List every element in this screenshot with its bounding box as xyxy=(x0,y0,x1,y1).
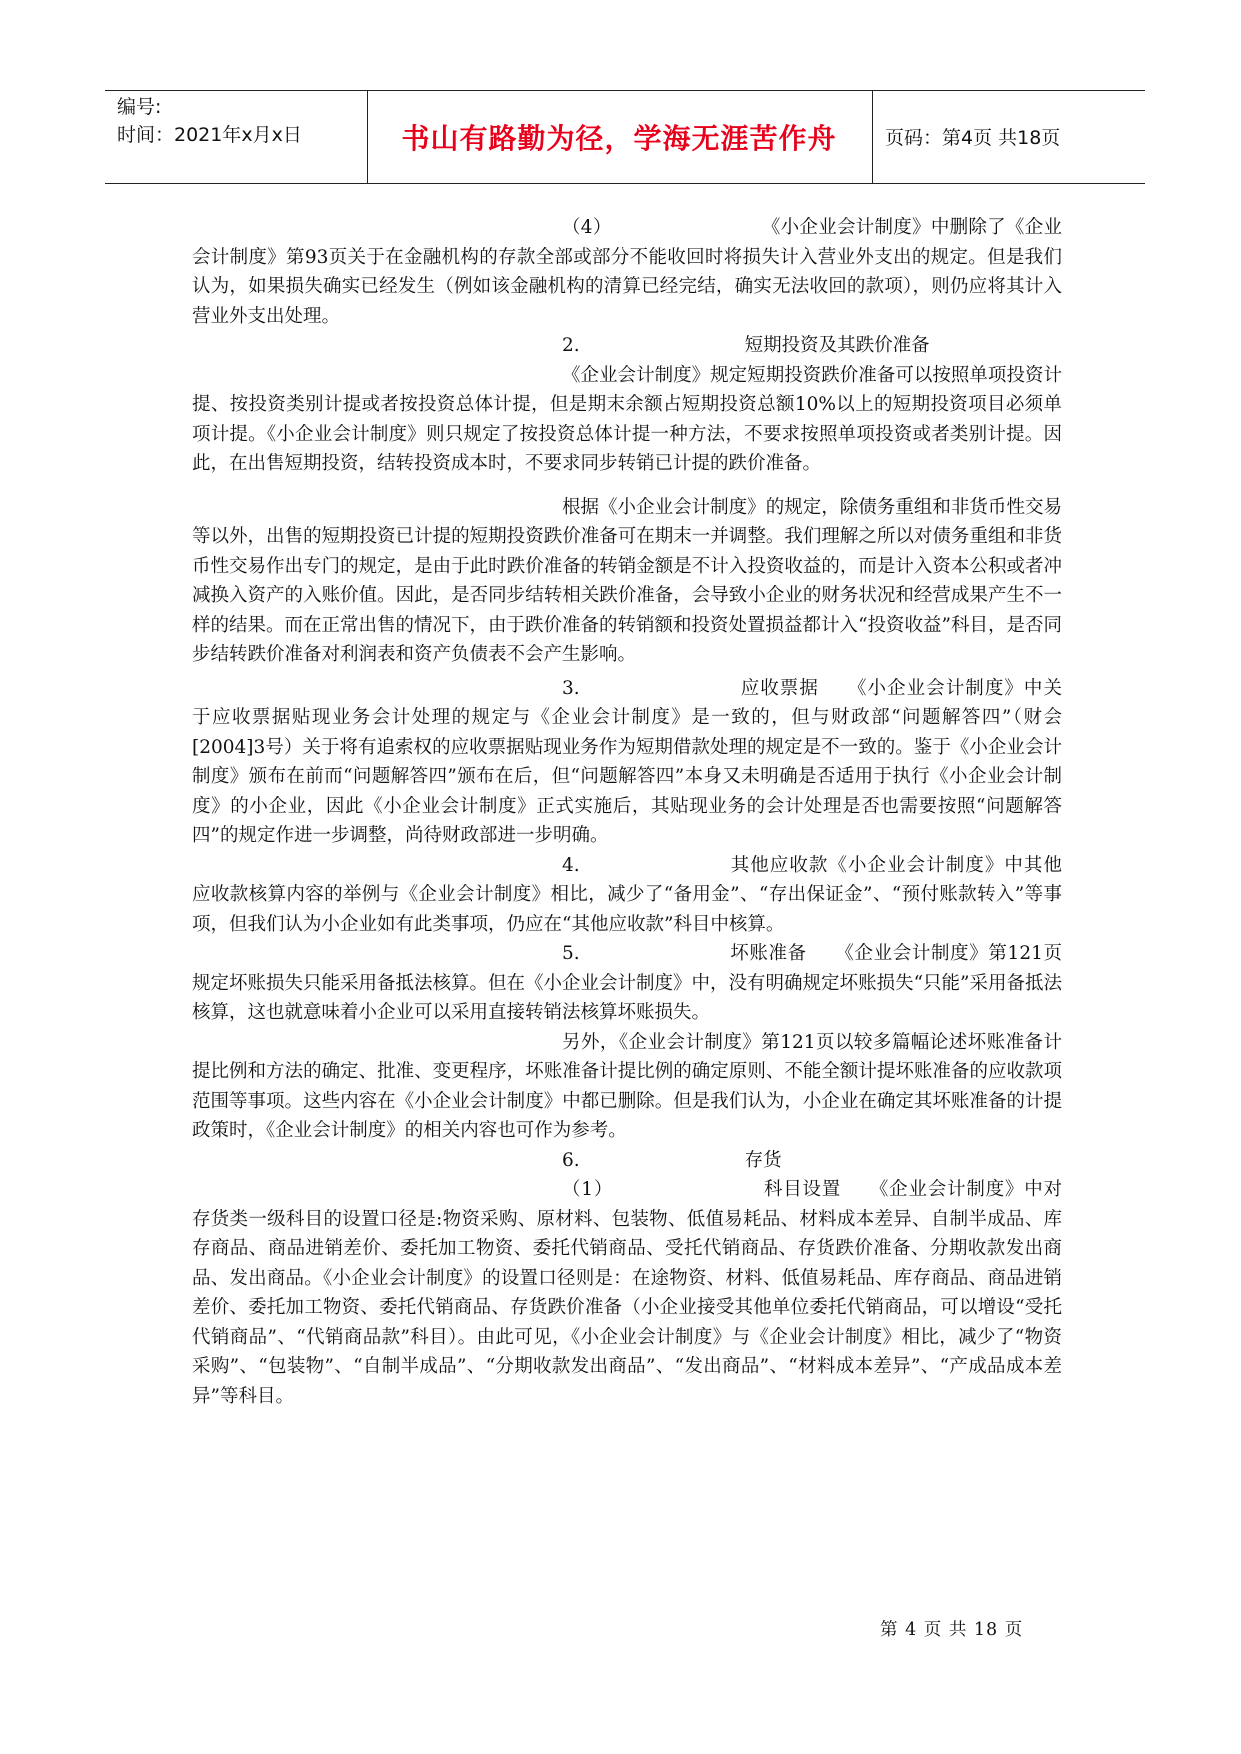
header-divider-left xyxy=(367,91,368,183)
paragraph-text: 《小企业会计制度》中删除了《企业会计制度》第93页关于在金融机构的存款全部或部分不能收回时将损失计入营业外支出的规定。但是我们认为，如果损失确实已经发生（例如该金融机构的清算已经完结，确实无法收回的款项），则仍应将其计入营业外支出处理。 xyxy=(192,217,1062,327)
header-motto: 书山有路勤为径，学海无涯苦作舟 xyxy=(401,122,837,155)
section-title: 坏账准备 xyxy=(729,943,807,964)
document-time-label: 时间：2021年x月x日 xyxy=(117,124,302,146)
section-number: 3. xyxy=(562,677,580,699)
paragraph-4-1 xyxy=(192,213,1062,331)
section-title: 其他应收款 xyxy=(729,854,829,876)
section-title: 存货 xyxy=(744,1149,782,1171)
document-number-label: 编号: xyxy=(117,96,162,118)
section-number: 6. xyxy=(562,1149,580,1171)
paragraph-text: 《小企业会计制度》中关于应收票据贴现业务会计处理的规定与《企业会计制度》是一致的，但与财政部“问题解答四”（财会[2004]3号）关于将有追索权的应收票据贴现业务作为短期借款处理的规定是不一致的。鉴于《小企业会计制度》颁布在前而“问题解答四”颁布在后，但“问题解答四”本身又未明确是否适用于执行《小企业会计制度》的小企业，因此《小企业会计制度》正式实施后，其贴现业务的会计处理是否也需要按照“问题解答四”的规定作进一步调整，尚待财政部进一步明确。 xyxy=(192,677,1062,846)
paragraph-5 xyxy=(192,939,1062,1028)
section-title: 科目设置 xyxy=(763,1179,842,1200)
section-heading-6 xyxy=(192,1146,1062,1176)
section-number: 5. xyxy=(562,943,580,964)
item-number: （4） xyxy=(562,217,612,238)
page-footer: 第 4 页 共 18 页 xyxy=(880,1620,1024,1640)
section-number: 2. xyxy=(562,335,580,356)
header-meta xyxy=(117,93,367,149)
paragraph-2b: 根据《小企业会计制度》的规定，除债务重组和非货币性交易等以外，出售的短期投资已计提的短期投资跌价准备可在期末一并调整。我们理解之所以对债务重组和非货币性交易作出专门的规定，是由于此时跌价准备的转销金额是不计入投资收益的，而是计入资本公积或者冲减换入资产的入账价值。因此，是否同步结转相关跌价准备，会导致小企业的财务状况和经营成果产生不一样的结果。而在正常出售的情况下，由于跌价准备的转销额和投资处置损益都计入“投资收益”科目，是否同步结转跌价准备对利润表和资产负债表不会产生影响。 xyxy=(192,496,1062,665)
document-body xyxy=(192,213,1062,1411)
section-title: 应收票据 xyxy=(739,677,819,699)
paragraph-text: 《企业会计制度》中对存货类一级科目的设置口径是:物资采购、原材料、包装物、低值易耗品、材料成本差异、自制半成品、库存商品、商品进销差价、委托加工物资、委托代销商品、受托代销商品、存货跌价准备、分期收款发出商品、发出商品。《小企业会计制度》的设置口径则是：在途物资、材料、低值易耗品、库存商品、商品进销差价、委托加工物资、委托代销商品、存货跌价准备（小企业接受其他单位委托代销商品，可以增设“受托代销商品”、“代销商品款”科目）。由此可见，《小企业会计制度》与《企业会计制度》相比，减少了“物资采购”、“包装物”、“自制半成品”、“分期收款发出商品”、“发出商品”、“材料成本差异”、“产成品成本差异”等科目。 xyxy=(192,1179,1062,1407)
page-header xyxy=(105,90,1145,184)
section-heading-2 xyxy=(192,331,1062,361)
item-number: （1） xyxy=(562,1179,614,1200)
paragraph-4 xyxy=(192,851,1062,940)
header-page-label: 页码：第4页 共18页 xyxy=(885,127,1061,149)
paragraph-2a: 《企业会计制度》规定短期投资跌价准备可以按照单项投资计提、按投资类别计提或者按投资总体计提，但是期末余额占短期投资总额10%以上的短期投资项目必须单项计提。《小企业会计制度》则只规定了按投资总体计提一种方法，不要求按照单项投资或者类别计提。因此，在出售短期投资，结转投资成本时，不要求同步转销已计提的跌价准备。 xyxy=(192,364,1062,474)
section-title: 短期投资及其跌价准备 xyxy=(744,335,930,356)
section-number: 4. xyxy=(562,854,580,876)
paragraph-6-1 xyxy=(192,1175,1062,1411)
paragraph-text: 《小企业会计制度》中其他应收款核算内容的举例与《企业会计制度》相比，减少了“备用金”、“存出保证金”、“预付账款转入”等事项，但我们认为小企业如有此类事项，仍应在“其他应收款”科目中核算。 xyxy=(192,854,1062,935)
paragraph-3 xyxy=(192,674,1062,851)
paragraph-text: 《企业会计制度》第121页规定坏账损失只能采用备抵法核算。但在《小企业会计制度》中，没有明确规定坏账损失“只能”采用备抵法核算，这也就意味着小企业可以采用直接转销法核算坏账损失。 xyxy=(192,943,1062,1023)
paragraph-5b: 另外，《企业会计制度》第121页以较多篇幅论述坏账准备计提比例和方法的确定、批准、变更程序，坏账准备计提比例的确定原则、不能全额计提坏账准备的应收款项范围等事项。这些内容在《小企业会计制度》中都已删除。但是我们认为，小企业在确定其坏账准备的计提政策时，《企业会计制度》的相关内容也可作为参考。 xyxy=(192,1031,1062,1141)
